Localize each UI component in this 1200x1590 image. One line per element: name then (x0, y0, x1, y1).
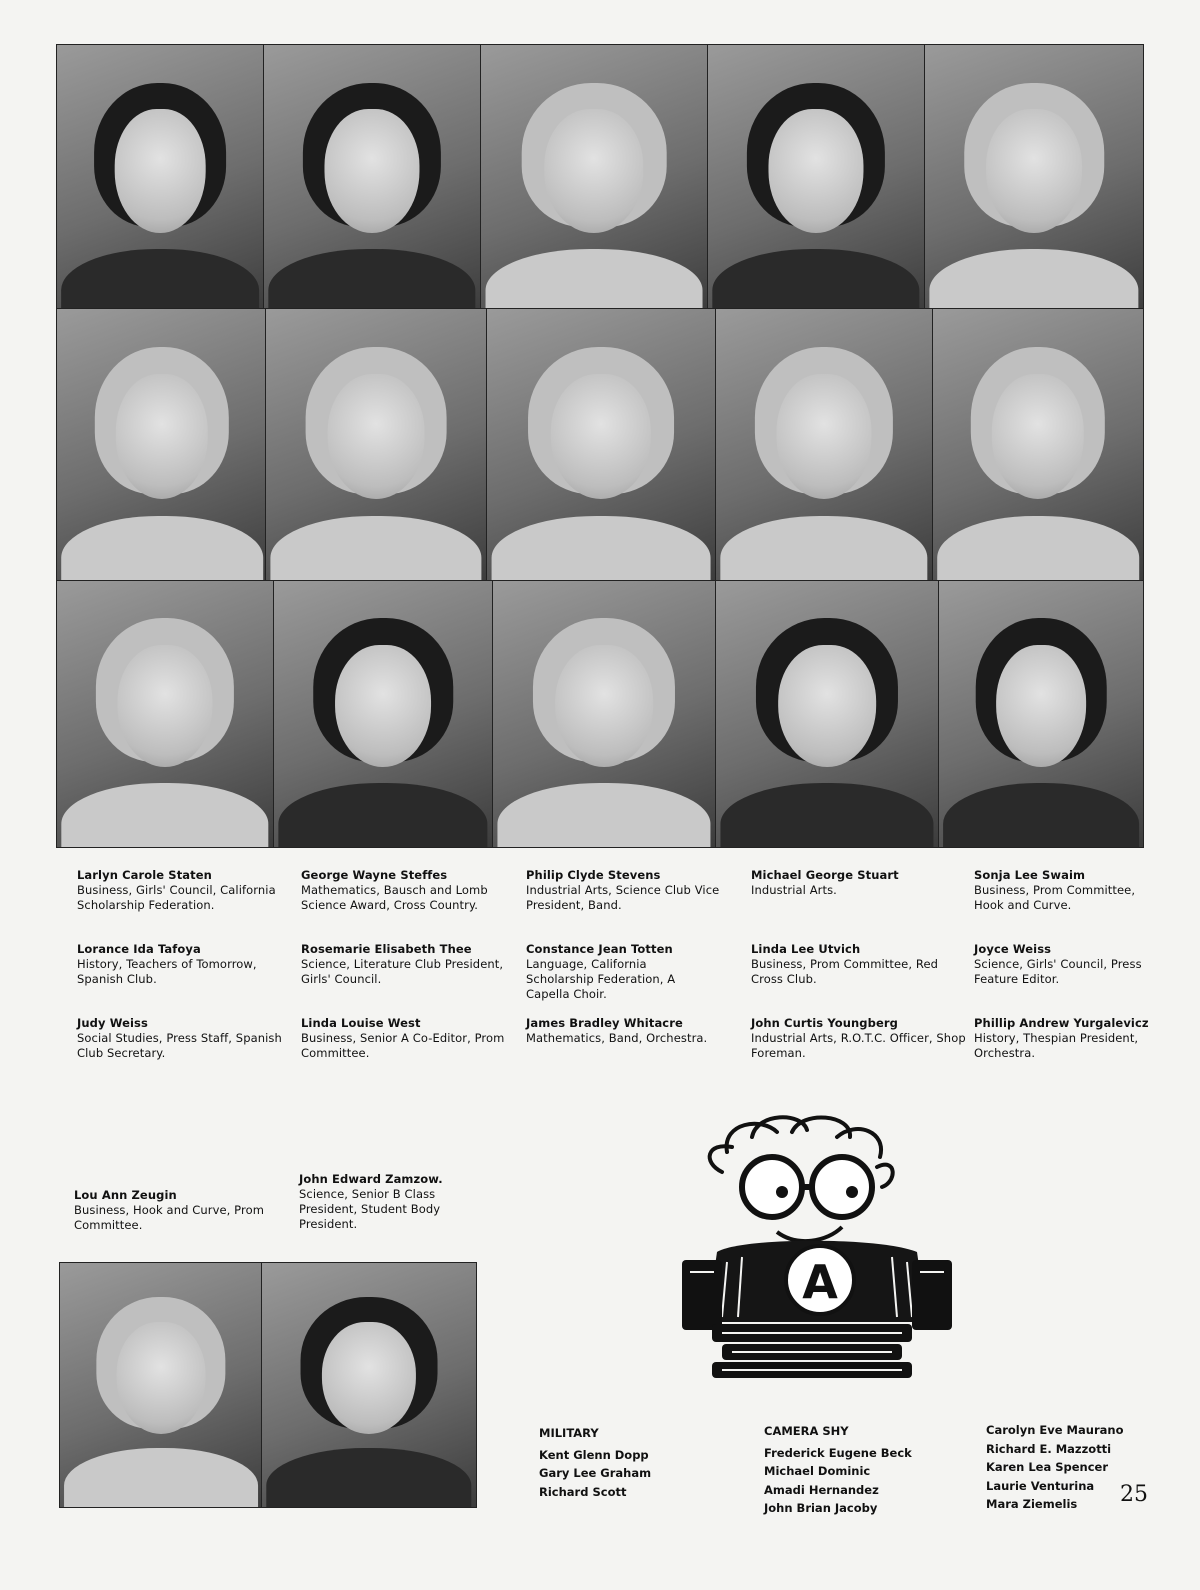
sweater-letter: A (802, 1255, 838, 1309)
portrait-photo (56, 308, 268, 582)
military-list (539, 1424, 651, 1501)
student-caption (974, 942, 1164, 987)
student-activities: Social Studies, Press Staff, Spanish Club Secretary. (77, 1031, 282, 1060)
portrait-photo (265, 308, 487, 582)
student-caption (77, 1016, 292, 1061)
camera-shy-name: Carolyn Eve Maurano (986, 1423, 1124, 1437)
student-activities: Science, Literature Club President, Girls' Council. (301, 957, 504, 986)
military-name: Gary Lee Graham (539, 1466, 652, 1480)
student-activities: Business, Hook and Curve, Prom Committee. (74, 1203, 265, 1232)
mascot-mouth (777, 1227, 842, 1241)
portrait-photo (59, 1262, 263, 1508)
student-name: Lou Ann Zeugin (74, 1188, 177, 1202)
student-caption (526, 868, 736, 913)
portrait-photo (56, 44, 264, 314)
student-name: Philip Clyde Stevens (526, 868, 661, 882)
student-name: George Wayne Steffes (301, 868, 448, 882)
portrait-photo (480, 44, 708, 314)
portrait-photo (932, 308, 1144, 582)
camera-shy-name: Laurie Venturina (986, 1478, 1095, 1493)
student-name: Rosemarie Elisabeth Thee (301, 942, 472, 956)
portrait-photo (715, 308, 933, 582)
camera-shy-name: Richard E. Mazzotti (986, 1441, 1112, 1456)
student-name: Phillip Andrew Yurgalevicz (974, 1016, 1149, 1030)
military-heading: MILITARY (539, 1426, 599, 1440)
page-number: 25 (1120, 1482, 1148, 1507)
student-name: Sonja Lee Swaim (974, 868, 1086, 882)
student-activities: Industrial Arts, Science Club Vice President, Band. (526, 883, 720, 912)
portrait-photo (715, 580, 939, 848)
camera-shy-name: Karen Lea Spencer (986, 1460, 1109, 1474)
student-activities: Language, California Scholarship Federation, A Capella Choir. (526, 957, 676, 1001)
student-name: Constance Jean Totten (526, 942, 673, 956)
student-name: Larlyn Carole Staten (77, 868, 212, 882)
portrait-photo (273, 580, 493, 848)
military-name: Richard Scott (539, 1484, 627, 1499)
student-caption (74, 1188, 289, 1233)
student-caption (301, 1016, 516, 1061)
portrait-photo (261, 1262, 477, 1508)
student-caption (299, 1172, 474, 1232)
student-activities: Industrial Arts. (751, 883, 837, 897)
portrait-photo (924, 44, 1144, 314)
camera-shy-list (764, 1422, 912, 1518)
mascot-eye (846, 1186, 858, 1198)
student-caption (751, 1016, 966, 1061)
portrait-photo (56, 580, 274, 848)
camera-shy-list-continued (986, 1421, 1123, 1514)
student-caption (301, 868, 516, 913)
camera-shy-name: Mara Ziemelis (986, 1497, 1078, 1511)
student-activities: Mathematics, Bausch and Lomb Science Award, Cross Country. (301, 883, 488, 912)
portrait-photo (263, 44, 481, 314)
student-caption (77, 942, 292, 987)
student-name: Lorance Ida Tafoya (77, 942, 201, 956)
student-name: Joyce Weiss (974, 942, 1052, 956)
student-caption (751, 868, 966, 898)
student-caption (974, 868, 1164, 913)
camera-shy-heading: CAMERA SHY (764, 1424, 849, 1438)
portrait-photo (707, 44, 925, 314)
student-activities: History, Thespian President, Orchestra. (974, 1031, 1139, 1060)
student-name: Linda Lee Utvich (751, 942, 861, 956)
student-name: James Bradley Whitacre (526, 1016, 683, 1030)
student-activities: Business, Girls' Council, California Scholarship Federation. (77, 883, 276, 912)
student-caption (526, 942, 716, 1002)
student-activities: Business, Prom Committee, Red Cross Club. (751, 957, 939, 986)
mascot-eye (776, 1186, 788, 1198)
military-name: Kent Glenn Dopp (539, 1447, 649, 1462)
portrait-photo (486, 308, 716, 582)
student-caption (751, 942, 966, 987)
student-caption (974, 1016, 1174, 1061)
student-name: Linda Louise West (301, 1016, 421, 1030)
student-name: John Edward Zamzow. (299, 1172, 443, 1186)
student-activities: History, Teachers of Tomorrow, Spanish Club. (77, 957, 257, 986)
student-caption (301, 942, 516, 987)
bookworm-mascot-illustration (682, 1112, 952, 1382)
student-activities: Mathematics, Band, Orchestra. (526, 1031, 708, 1045)
student-name: Michael George Stuart (751, 868, 899, 882)
student-activities: Science, Girls' Council, Press Feature Editor. (974, 957, 1142, 986)
portrait-photo (938, 580, 1144, 848)
camera-shy-name: Michael Dominic (764, 1464, 871, 1478)
student-name: John Curtis Youngberg (751, 1016, 898, 1030)
student-caption (77, 868, 292, 913)
student-caption (526, 1016, 741, 1046)
student-activities: Business, Prom Committee, Hook and Curve. (974, 883, 1136, 912)
camera-shy-name: John Brian Jacoby (764, 1501, 878, 1515)
student-name: Judy Weiss (77, 1016, 148, 1030)
camera-shy-name: Amadi Hernandez (764, 1482, 879, 1497)
camera-shy-name: Frederick Eugene Beck (764, 1445, 912, 1460)
student-activities: Business, Senior A Co-Editor, Prom Committee. (301, 1031, 505, 1060)
portrait-photo (492, 580, 716, 848)
student-activities: Industrial Arts, R.O.T.C. Officer, Shop Foreman. (751, 1031, 966, 1060)
student-activities: Science, Senior B Class President, Student Body President. (299, 1187, 441, 1231)
